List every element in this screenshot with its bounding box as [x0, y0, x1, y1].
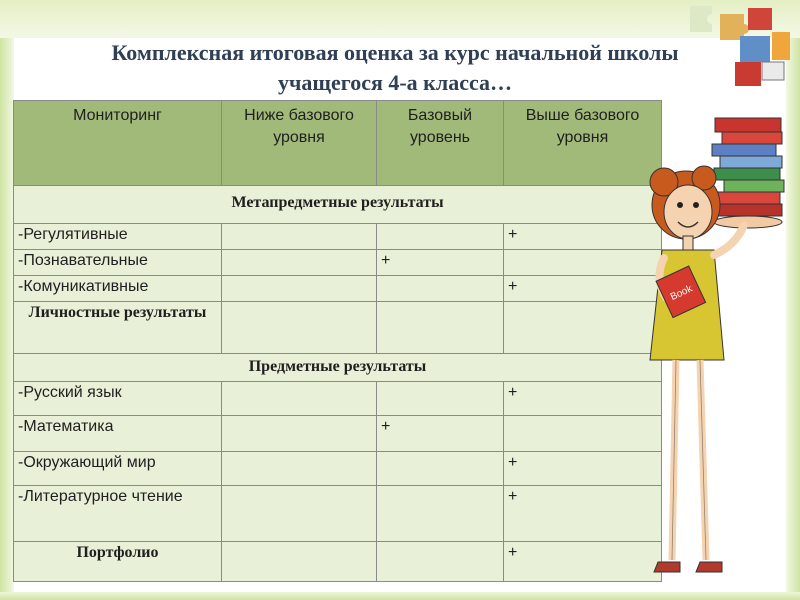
cell-below-basic — [222, 452, 377, 486]
row-label: -Окружающий мир — [14, 452, 222, 486]
cell-below-basic — [222, 416, 377, 452]
table-row-section — [14, 354, 662, 382]
table-row — [14, 382, 662, 416]
row-label: -Комуникативные — [14, 276, 222, 302]
table-row — [14, 486, 662, 542]
cell-above-basic: + — [504, 486, 662, 542]
cell-basic — [377, 542, 504, 582]
table-row — [14, 542, 662, 582]
left-decorative-band — [0, 38, 14, 600]
cell-above-basic: + — [504, 382, 662, 416]
cell-basic — [377, 382, 504, 416]
girl-with-books-illustration — [640, 0, 800, 600]
slide-title-line-2: учащегося 4-а класса… — [278, 70, 512, 95]
cell-above-basic: + — [504, 452, 662, 486]
table-header-row — [14, 101, 662, 186]
row-label-personal: Личностные результаты — [14, 302, 222, 354]
slide-title-line-1: Комплексная итоговая оценка за курс начальной школы — [111, 40, 679, 65]
cell-below-basic — [222, 542, 377, 582]
books-stack-icon — [712, 118, 784, 228]
cell-basic — [377, 302, 504, 354]
cell-above-basic: + — [504, 276, 662, 302]
cell-basic — [377, 276, 504, 302]
table-row — [14, 224, 662, 250]
row-label-portfolio: Портфолио — [14, 542, 222, 582]
cell-below-basic — [222, 382, 377, 416]
header-below-basic: Ниже базового уровня — [222, 101, 377, 186]
row-label: -Регулятивные — [14, 224, 222, 250]
cell-above-basic: + — [504, 542, 662, 582]
puzzle-pieces-icon — [690, 6, 790, 86]
assessment-table — [13, 100, 662, 582]
table-row — [14, 302, 662, 354]
cell-above-basic — [504, 250, 662, 276]
cell-below-basic — [222, 302, 377, 354]
cell-below-basic — [222, 276, 377, 302]
table-row — [14, 452, 662, 486]
header-above-basic: Выше базового уровня — [504, 101, 662, 186]
table-row-section — [14, 186, 662, 224]
cell-above-basic: + — [504, 224, 662, 250]
cell-basic — [377, 224, 504, 250]
header-monitoring: Мониторинг — [14, 101, 222, 186]
cell-below-basic — [222, 250, 377, 276]
section-subject: Предметные результаты — [14, 354, 662, 382]
table-row — [14, 250, 662, 276]
cell-basic — [377, 486, 504, 542]
table-row — [14, 416, 662, 452]
cell-above-basic — [504, 416, 662, 452]
table-row — [14, 276, 662, 302]
cell-below-basic — [222, 224, 377, 250]
cell-below-basic — [222, 486, 377, 542]
book-label: Book — [668, 283, 695, 303]
row-label: -Литературное чтение — [14, 486, 222, 542]
header-basic: Базовый уровень — [377, 101, 504, 186]
cell-basic: + — [377, 250, 504, 276]
row-label: -Познавательные — [14, 250, 222, 276]
cell-basic — [377, 452, 504, 486]
cell-above-basic — [504, 302, 662, 354]
section-metasubject: Метапредметные результаты — [14, 186, 662, 224]
row-label: -Математика — [14, 416, 222, 452]
cell-basic: + — [377, 416, 504, 452]
row-label: -Русский язык — [14, 382, 222, 416]
